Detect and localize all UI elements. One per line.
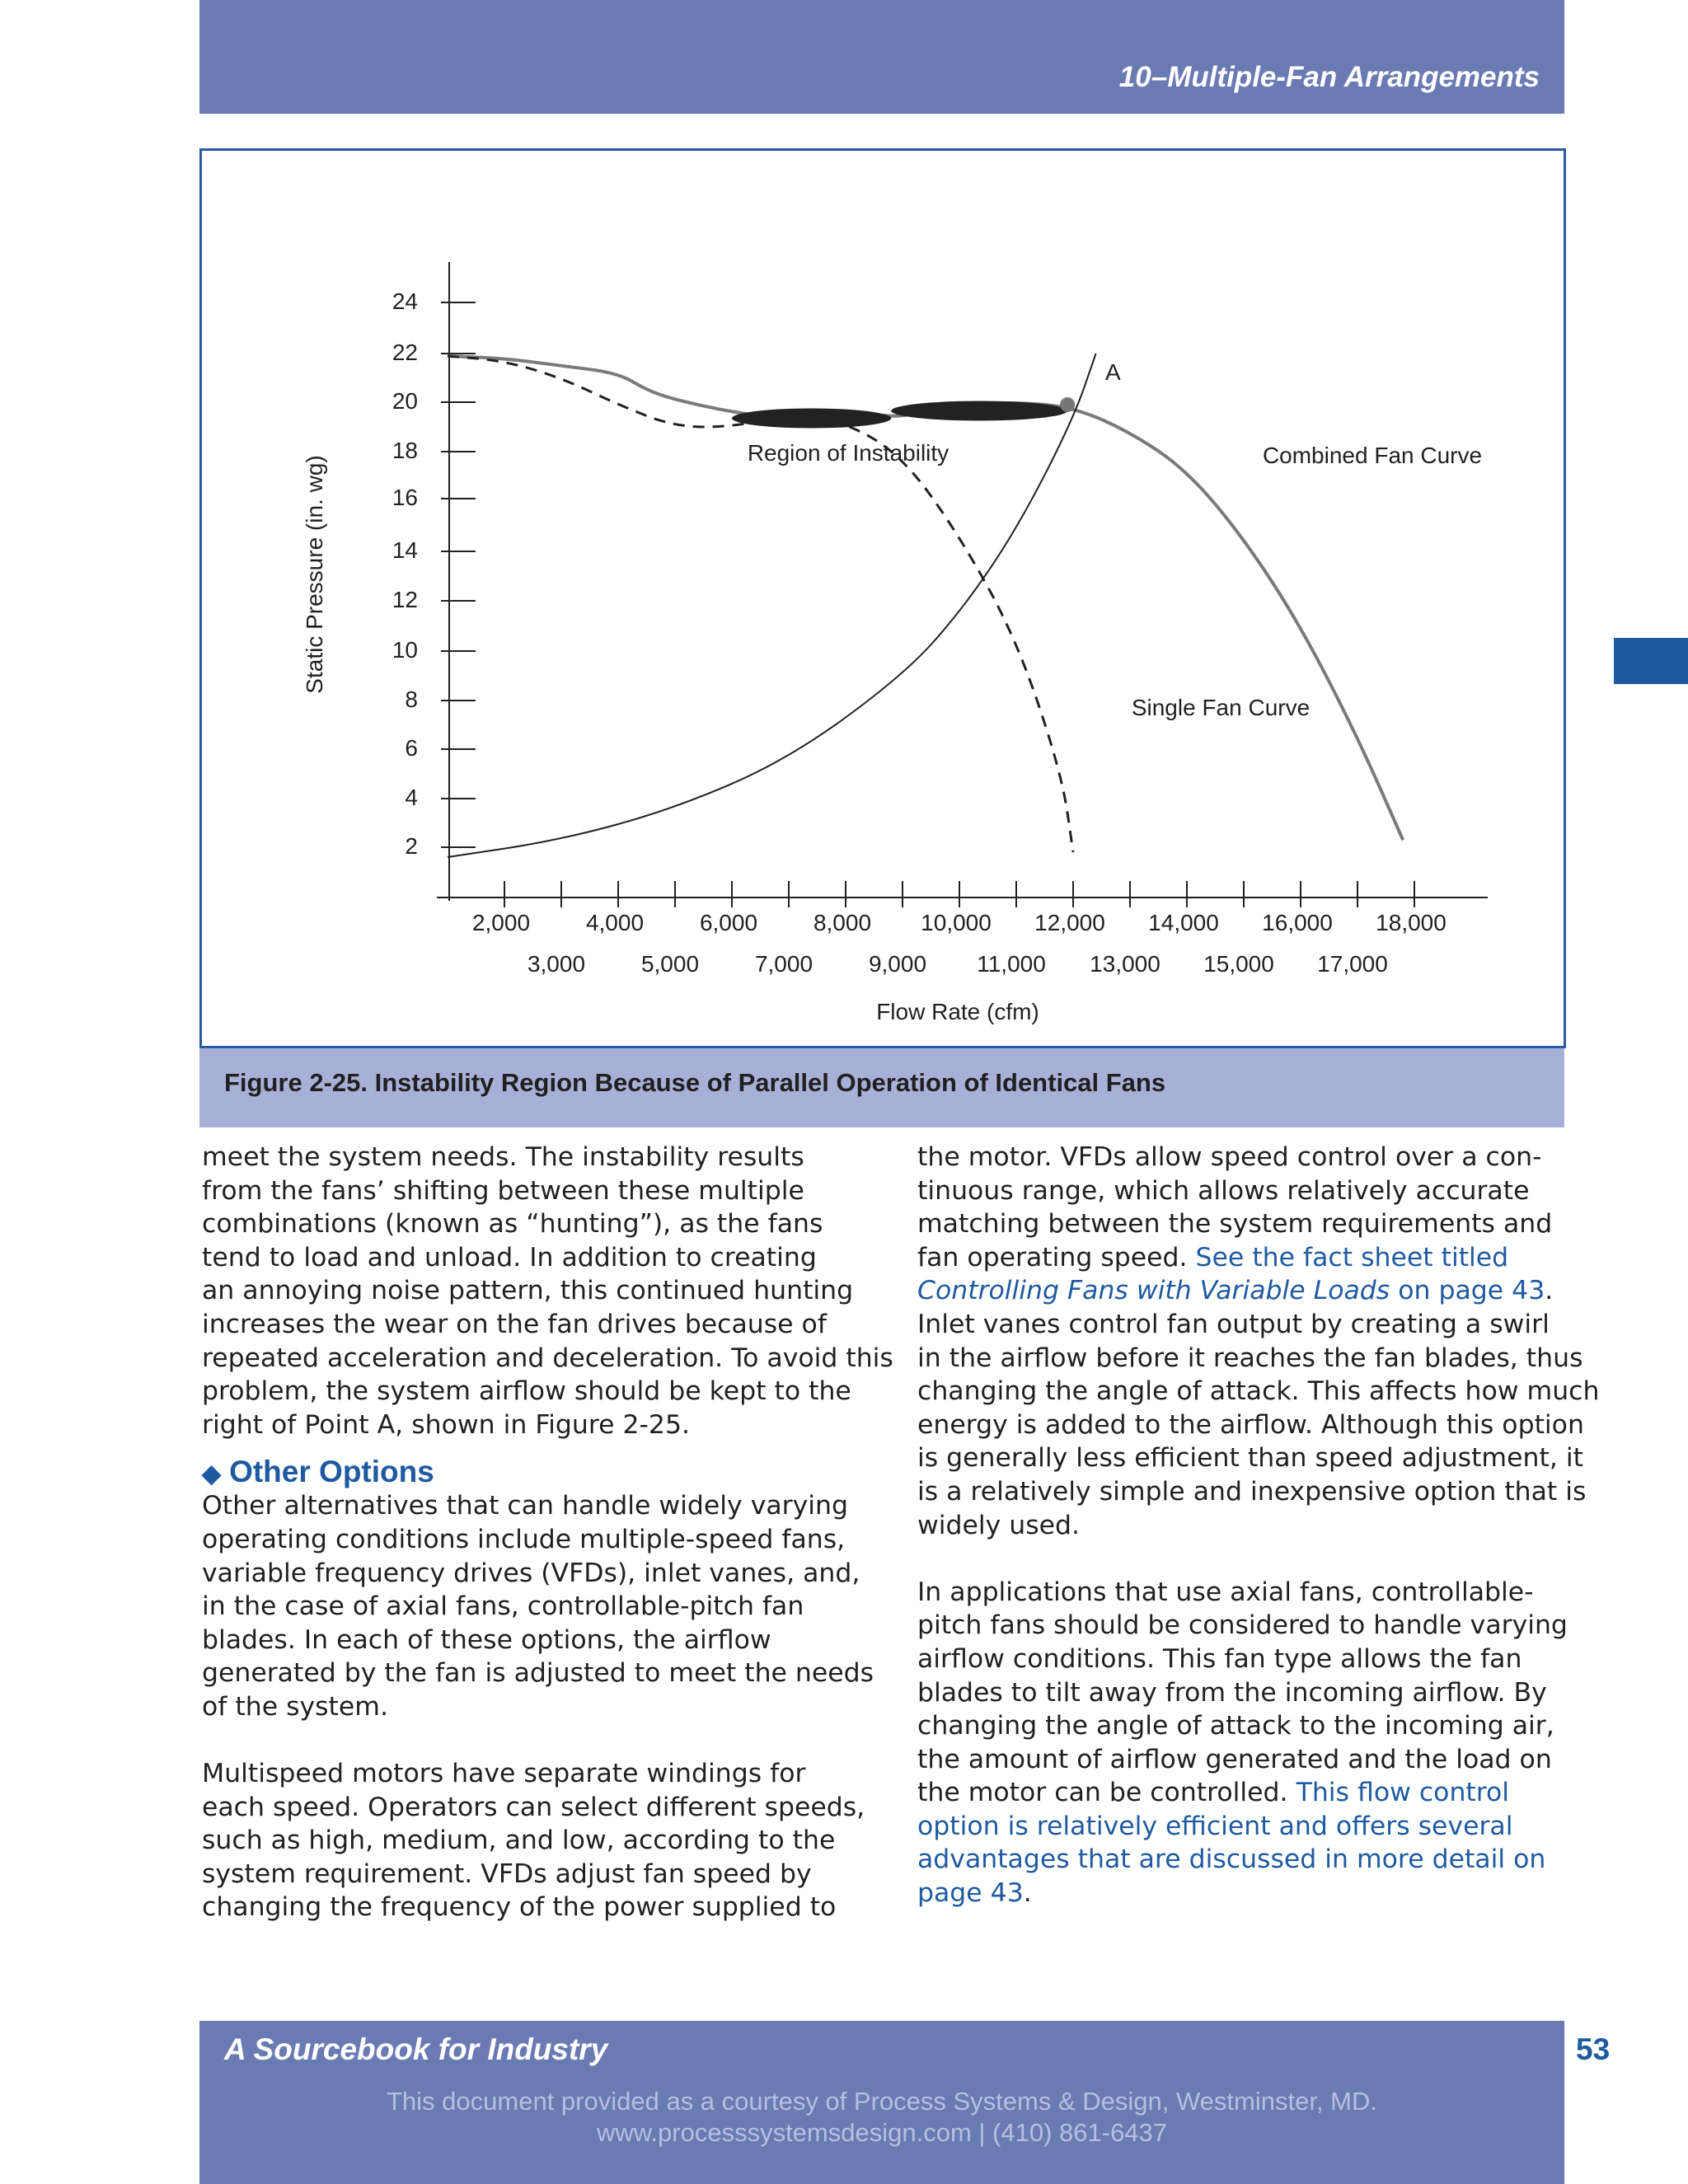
point-a-label: A: [1105, 359, 1121, 385]
text-line: widely used.: [917, 1510, 1081, 1540]
figure-caption-band: [199, 1048, 1564, 1127]
y-tick-label: 8: [405, 687, 418, 712]
x-tick-label: 15,000: [1203, 951, 1274, 977]
text-line: increases the wear on the fan drives because of: [202, 1309, 827, 1339]
text-line: tend to load and unload. In addition to creating: [202, 1242, 817, 1272]
x-tick-label: 7,000: [754, 951, 814, 977]
y-tick-label: 18: [392, 438, 418, 463]
text-line: from the fans’ shifting between these multiple: [202, 1175, 804, 1206]
paragraph-multispeed: [202, 1757, 865, 1924]
x-axis-title: Flow Rate (cfm): [876, 999, 1039, 1024]
x-tick-label: 11,000: [977, 951, 1046, 977]
text-line: in the airflow before it reaches the fan blades, thus: [917, 1343, 1583, 1373]
y-tick-label: 4: [405, 785, 418, 810]
text-line: variable frequency drives (VFDs), inlet vanes, and,: [202, 1558, 860, 1588]
flow-control-link-line[interactable]: option is relatively efficient and offers several: [917, 1811, 1513, 1841]
paragraph-alternatives: [202, 1489, 874, 1723]
figure-frame: [199, 148, 1566, 1048]
text-line: [917, 1241, 1568, 1275]
x-tick-label: 16,000: [1262, 910, 1333, 935]
paragraph-gap: [202, 1724, 853, 1758]
text-line: operating conditions include multiple-speed fans,: [202, 1524, 846, 1554]
x-tick-label: 4,000: [585, 910, 645, 935]
text-line: changing the angle of attack to the incoming air,: [917, 1711, 1554, 1741]
figure-caption: Figure 2-25. Instability Region Because of Parallel Operation of Identical Fans: [224, 1068, 1166, 1097]
y-tick-label: 12: [392, 587, 418, 612]
y-tick-label: 6: [405, 735, 418, 761]
x-tick-label: 2,000: [471, 910, 531, 935]
text-line: is generally less efficient than speed adjustment, it: [917, 1443, 1583, 1474]
text-line: in the case of axial fans, controllable-pitch fan: [202, 1591, 804, 1622]
text-segment: fan operating speed.: [917, 1242, 1196, 1272]
fact-sheet-title-link[interactable]: Controlling Fans with Variable Loads: [917, 1276, 1390, 1306]
text-line: changing the frequency of the power supplied to: [202, 1892, 837, 1923]
y-tick-label: 14: [392, 537, 418, 563]
region-of-instability-label: Region of Instability: [747, 440, 950, 466]
flow-control-link[interactable]: This flow control: [1296, 1778, 1510, 1808]
text-line: problem, the system airflow should be kept to the: [202, 1376, 851, 1407]
text-line: is a relatively simple and inexpensive option that is: [917, 1476, 1587, 1507]
text-line: pitch fans should be considered to handle varying: [917, 1610, 1568, 1641]
right-text-column: [917, 1141, 1600, 1910]
paragraph-vfd: [917, 1141, 1600, 1542]
text-segment: the motor can be controlled.: [917, 1778, 1296, 1808]
chapter-title: 10–Multiple-Fan Arrangements: [1118, 61, 1540, 93]
x-tick-label: 6,000: [699, 910, 758, 935]
text-line: energy is added to the airflow. Although this option: [917, 1409, 1584, 1440]
page-43-link[interactable]: on page 43: [1390, 1276, 1545, 1306]
y-axis-title: Static Pressure (in. wg): [302, 455, 327, 694]
paragraph-axial-fans: [917, 1576, 1568, 1910]
text-line: the amount of airflow generated and the load on: [917, 1744, 1552, 1774]
x-tick-label: 5,000: [640, 951, 700, 977]
x-tick-label: 12,000: [1034, 910, 1105, 935]
text-line: combinations (known as “hunting”), as the fans: [202, 1209, 823, 1240]
y-tick-label: 24: [392, 288, 418, 314]
text-line: Multispeed motors have separate windings for: [202, 1759, 806, 1789]
text-line: tinuous range, which allows relatively accurate: [917, 1175, 1530, 1206]
text-line: system requirement. VFDs adjust fan speed by: [202, 1858, 812, 1889]
text-line: [917, 1776, 1568, 1810]
y-tick-label: 16: [392, 485, 418, 510]
text-line: [917, 1877, 1568, 1910]
x-tick-label: 3,000: [527, 951, 586, 977]
instability-region: [891, 401, 1067, 421]
x-tick-label: 17,000: [1317, 951, 1388, 977]
page-number: 53: [1576, 2032, 1611, 2066]
text-line: meet the system needs. The instability results: [202, 1142, 804, 1172]
text-line: right of Point A, shown in Figure 2-25.: [202, 1409, 691, 1440]
fan-curve-chart: [202, 151, 1564, 1046]
text-line: such as high, medium, and low, according to the: [202, 1825, 836, 1856]
single-fan-curve-label: Single Fan Curve: [1131, 695, 1311, 720]
paragraph-instability: [202, 1141, 893, 1441]
text-line: of the system.: [202, 1691, 388, 1722]
text-line: blades. In each of these options, the airflow: [202, 1624, 771, 1655]
courtesy-notice: This document provided as a courtesy of Process Systems & Design, Westminster, MD.: [387, 2087, 1377, 2116]
x-tick-label: 18,000: [1376, 910, 1447, 935]
text-line: an annoying noise pattern, this continued hunting: [202, 1276, 854, 1306]
courtesy-contact: www.processsystemsdesign.com | (410) 861-6437: [596, 2118, 1168, 2147]
y-tick-label: 2: [405, 833, 418, 859]
text-line: changing the angle of attack. This affects how much: [917, 1376, 1600, 1407]
single-fan-curve-line: [448, 356, 1073, 852]
fact-sheet-link[interactable]: See the fact sheet titled: [1195, 1242, 1509, 1272]
section-tab-marker: [1614, 638, 1688, 684]
diamond-bullet-icon: ◆: [202, 1460, 222, 1488]
instability-region: [732, 409, 891, 429]
x-tick-label: 10,000: [921, 910, 992, 935]
text-line: [917, 1274, 1568, 1308]
text-line: generated by the fan is adjusted to meet the needs: [202, 1658, 874, 1689]
text-line: Inlet vanes control fan output by creating a swirl: [917, 1309, 1550, 1339]
y-tick-label: 20: [392, 388, 418, 414]
paragraph-gap: [917, 1542, 1568, 1576]
section-heading-other-options: [202, 1455, 853, 1489]
text-line: Other alternatives that can handle widely varying: [202, 1491, 848, 1521]
combined-fan-curve-label: Combined Fan Curve: [1262, 443, 1483, 468]
x-tick-label: 14,000: [1148, 910, 1219, 935]
text-line: matching between the system requirements and: [917, 1209, 1553, 1240]
combined-fan-curve-line: [448, 356, 1403, 840]
heading-text: Other Options: [229, 1455, 434, 1489]
y-tick-label: 10: [392, 637, 418, 663]
footer-title: A Sourcebook for Industry: [224, 2032, 608, 2066]
page-43-link[interactable]: page 43: [917, 1878, 1024, 1909]
header-band: [199, 0, 1564, 114]
text-line: blades to tilt away from the incoming airflow. By: [917, 1677, 1547, 1708]
text-line: repeated acceleration and deceleration. To avoid this: [202, 1343, 893, 1373]
text-line: In applications that use axial fans, controllable-: [917, 1577, 1534, 1607]
flow-control-link-line[interactable]: advantages that are discussed in more detail on: [917, 1844, 1546, 1875]
x-tick-label: 13,000: [1090, 951, 1160, 977]
text-segment: .: [1023, 1878, 1032, 1909]
footer-band: [199, 2021, 1564, 2184]
text-line: the motor. VFDs allow speed control over a con-: [917, 1142, 1542, 1172]
y-tick-label: 22: [392, 340, 418, 365]
text-line: each speed. Operators can select different speeds,: [202, 1792, 865, 1822]
left-text-column: [202, 1141, 893, 1924]
x-tick-label: 8,000: [813, 910, 872, 935]
point-a-marker: [1060, 397, 1075, 412]
text-segment: .: [1545, 1276, 1554, 1306]
x-tick-label: 9,000: [868, 951, 927, 977]
text-line: airflow conditions. This fan type allows the fan: [917, 1643, 1522, 1674]
